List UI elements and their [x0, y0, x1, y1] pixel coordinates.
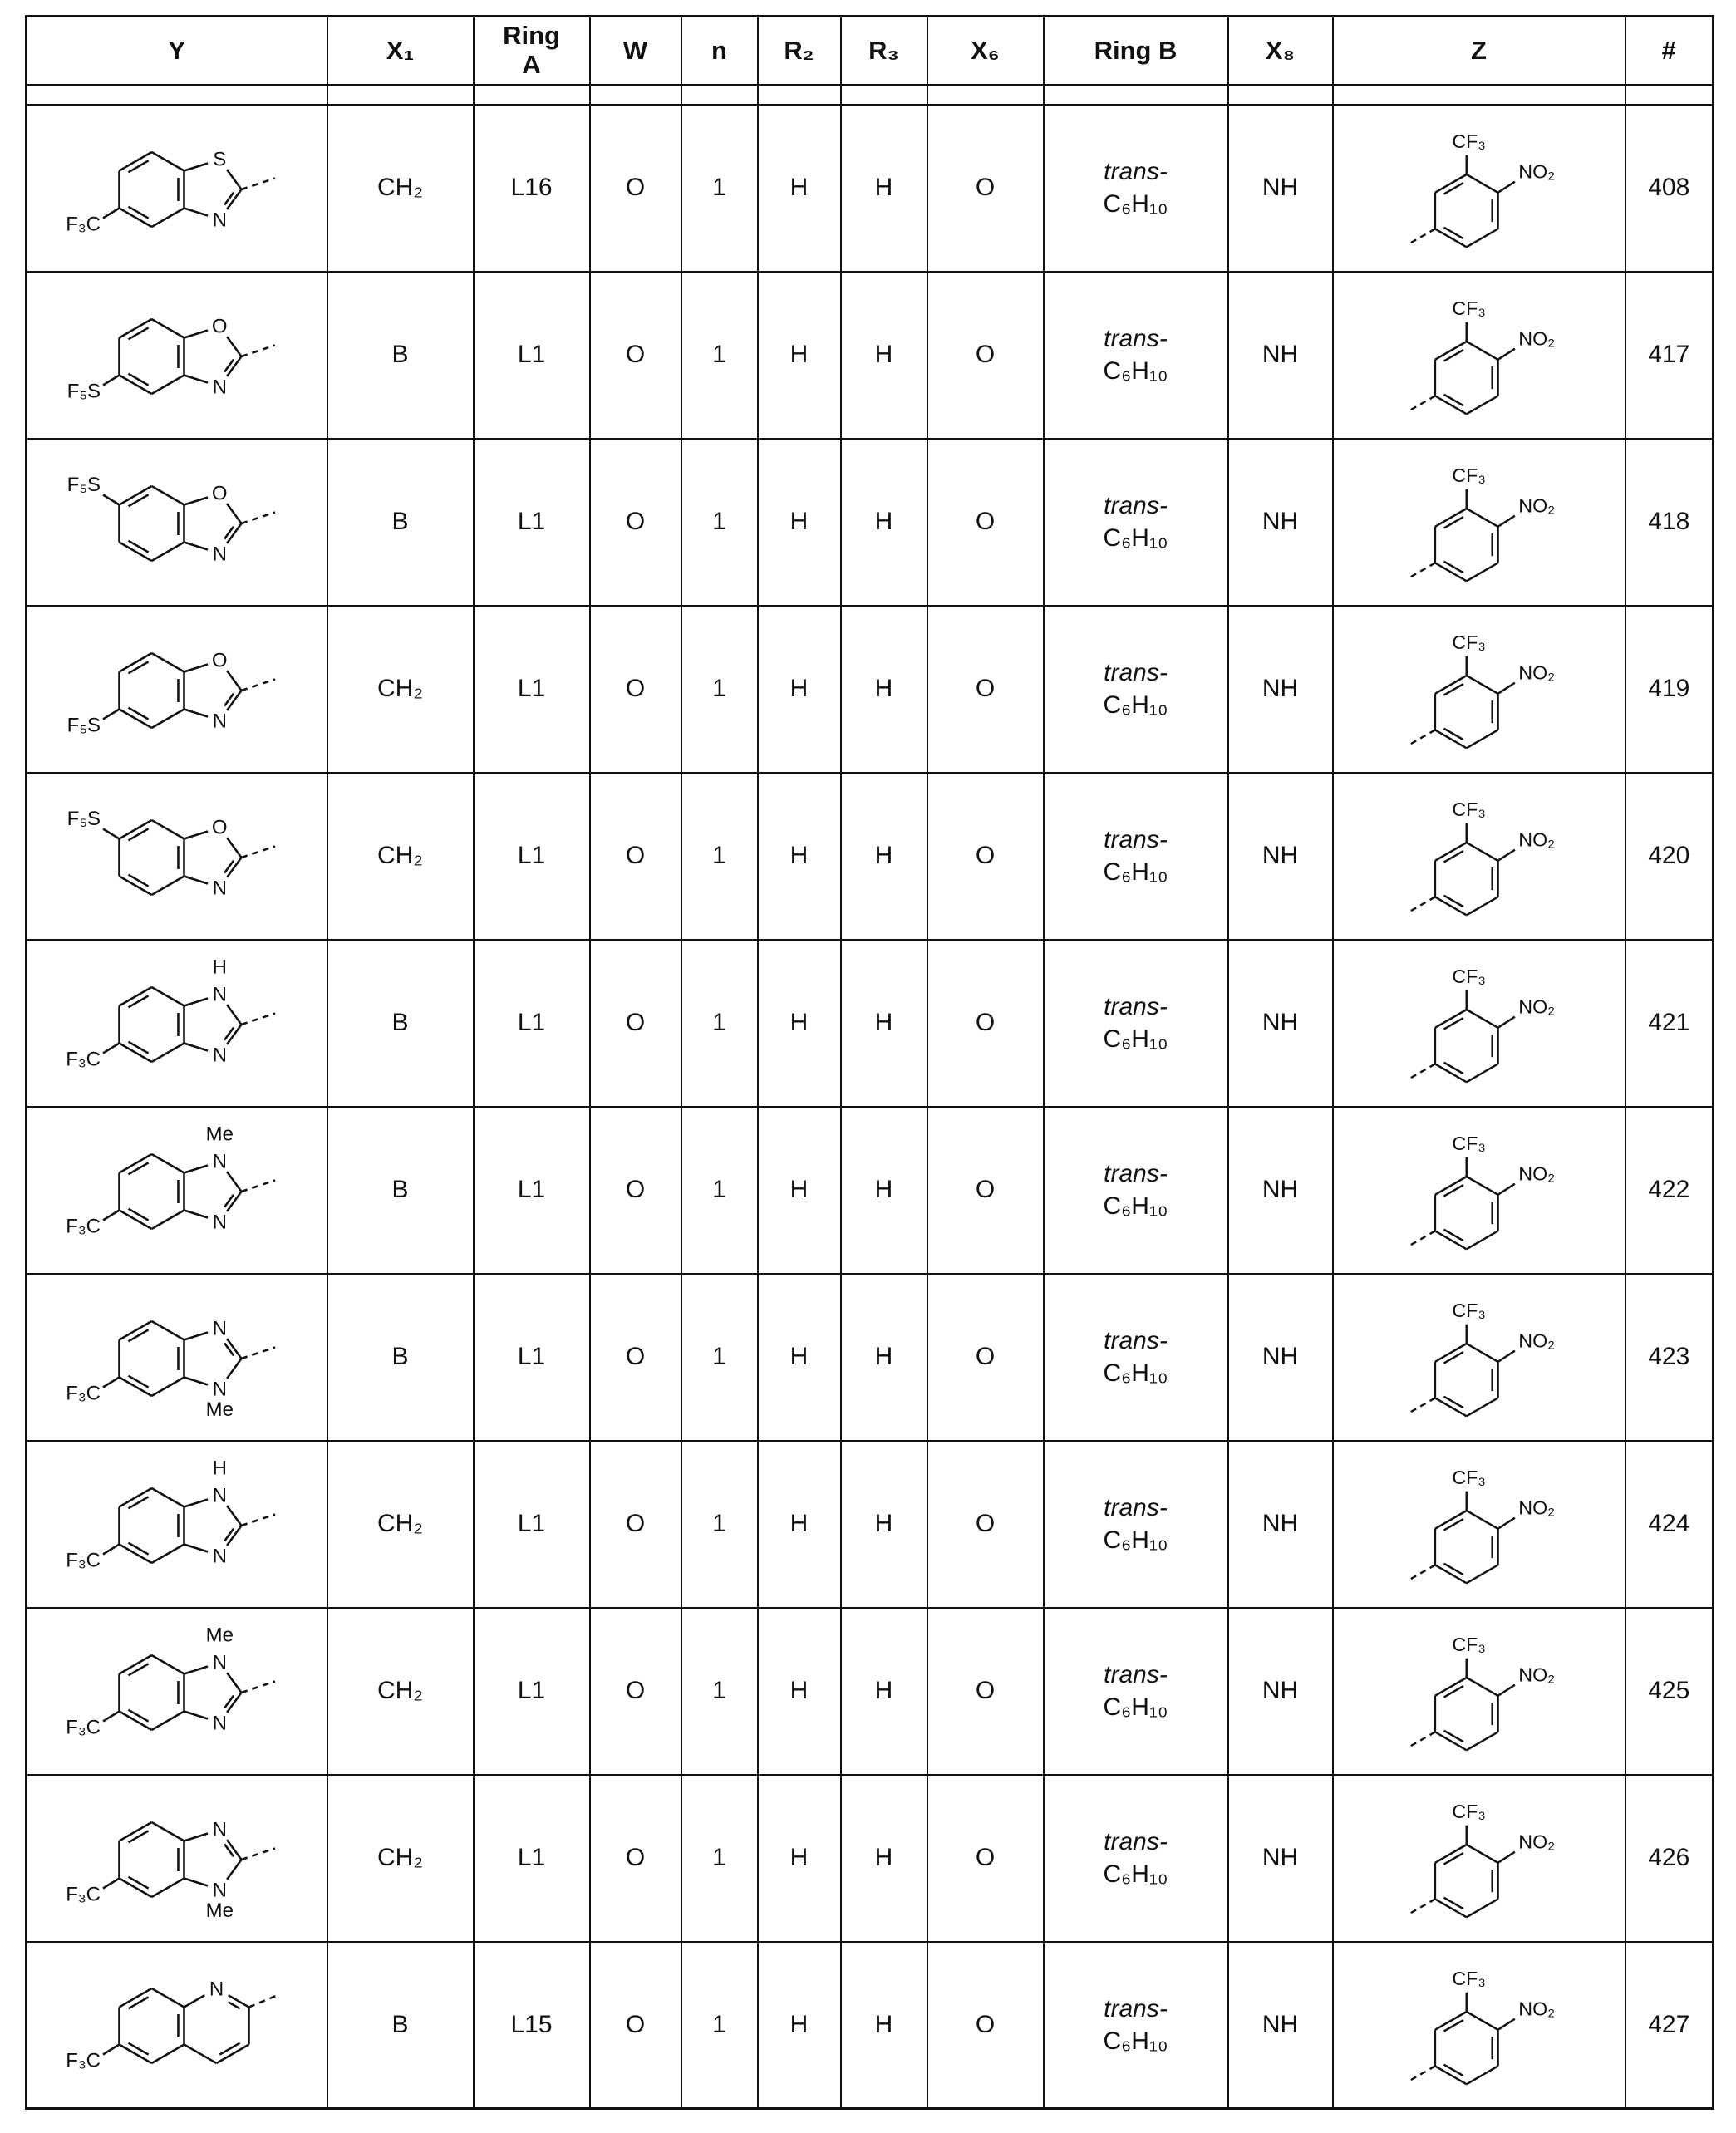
x8-cell: NH — [1228, 940, 1333, 1107]
compound-number-cell: 426 — [1625, 1775, 1714, 1942]
z-cell — [1333, 272, 1625, 439]
z-structure — [1334, 1108, 1625, 1273]
n-cell: 1 — [681, 1441, 758, 1608]
svg-text:CF₃: CF₃ — [1451, 464, 1486, 486]
ring-b-cell — [1044, 1942, 1228, 2109]
ring-b-prefix: trans- — [1104, 158, 1168, 185]
z-cell — [1333, 606, 1625, 773]
z-structure — [1334, 941, 1625, 1106]
spacer-cell — [1333, 85, 1625, 105]
svg-text:O: O — [212, 315, 228, 337]
compound-number-cell: 420 — [1625, 773, 1714, 940]
r3-cell: H — [841, 105, 927, 272]
x8-cell: NH — [1228, 1441, 1333, 1608]
ring-a-cell: L1 — [474, 272, 590, 439]
ring-b-formula: C₆H₁₀ — [1103, 858, 1168, 886]
ring-a-cell: L1 — [474, 940, 590, 1107]
ring-b-cell — [1044, 1274, 1228, 1441]
r3-cell: H — [841, 773, 927, 940]
y-cell — [27, 1942, 327, 2109]
svg-text:F₃C: F₃C — [66, 1549, 101, 1571]
z-cell — [1333, 1942, 1625, 2109]
z-structure — [1334, 607, 1625, 772]
x6-cell: O — [927, 773, 1044, 940]
z-structure — [1334, 1275, 1625, 1440]
x8-cell: NH — [1228, 105, 1333, 272]
svg-text:Me: Me — [205, 1398, 234, 1421]
svg-text:NO₂: NO₂ — [1517, 327, 1555, 350]
x1-cell: B — [327, 272, 474, 439]
svg-text:CF₃: CF₃ — [1451, 1300, 1486, 1321]
n-cell: 1 — [681, 773, 758, 940]
ring-b-prefix: trans- — [1104, 325, 1168, 352]
r3-cell: H — [841, 1942, 927, 2109]
r2-cell: H — [758, 606, 841, 773]
svg-text:NO₂: NO₂ — [1517, 1664, 1555, 1686]
y-cell — [27, 1608, 327, 1775]
ring-a-cell: L16 — [474, 105, 590, 272]
svg-text:CF₃: CF₃ — [1451, 1133, 1486, 1154]
compound-number-cell: 423 — [1625, 1274, 1714, 1441]
y-structure — [27, 106, 327, 271]
x8-cell: NH — [1228, 1608, 1333, 1775]
z-structure — [1334, 106, 1625, 271]
svg-text:Me: Me — [205, 1899, 234, 1922]
table-row — [27, 1608, 1714, 1775]
compound-number-cell: 419 — [1625, 606, 1714, 773]
w-cell: O — [590, 1441, 681, 1608]
table-row — [27, 940, 1714, 1107]
col-header-num: # — [1625, 17, 1714, 85]
spacer-cell — [27, 85, 327, 105]
y-structure — [27, 1776, 327, 1941]
z-structure — [1334, 440, 1625, 605]
svg-text:CF₃: CF₃ — [1451, 1634, 1486, 1655]
y-structure — [27, 1275, 327, 1440]
x6-cell: O — [927, 1608, 1044, 1775]
y-cell — [27, 272, 327, 439]
svg-text:NO₂: NO₂ — [1517, 494, 1555, 517]
compound-number-cell: 422 — [1625, 1107, 1714, 1274]
svg-text:O: O — [212, 482, 228, 504]
compound-number-cell: 425 — [1625, 1608, 1714, 1775]
w-cell: O — [590, 272, 681, 439]
y-structure — [27, 273, 327, 438]
svg-text:NO₂: NO₂ — [1517, 1329, 1555, 1352]
z-cell — [1333, 1608, 1625, 1775]
svg-text:F₅S: F₅S — [66, 807, 101, 830]
ring-b-prefix: trans- — [1104, 1661, 1168, 1688]
x1-cell: B — [327, 1107, 474, 1274]
x1-cell: CH₂ — [327, 105, 474, 272]
ring-b-cell — [1044, 940, 1228, 1107]
ring-b-formula: C₆H₁₀ — [1103, 190, 1168, 218]
spacer-cell — [927, 85, 1044, 105]
y-cell — [27, 940, 327, 1107]
n-cell: 1 — [681, 1775, 758, 1942]
col-header-ring-a-label: Ring A — [503, 20, 560, 79]
ring-b-prefix: trans- — [1104, 492, 1168, 519]
x1-cell: CH₂ — [327, 1775, 474, 1942]
ring-b-formula: C₆H₁₀ — [1103, 1192, 1168, 1220]
r2-cell: H — [758, 773, 841, 940]
z-structure — [1334, 774, 1625, 939]
compound-number-cell: 418 — [1625, 439, 1714, 606]
w-cell: O — [590, 1942, 681, 2109]
svg-text:N: N — [212, 542, 228, 565]
w-cell: O — [590, 439, 681, 606]
svg-text:N: N — [212, 1377, 228, 1400]
x8-cell: NH — [1228, 1274, 1333, 1441]
r3-cell: H — [841, 1107, 927, 1274]
svg-text:N: N — [212, 876, 228, 899]
col-header-r3: R₃ — [841, 17, 927, 85]
x6-cell: O — [927, 606, 1044, 773]
table-row — [27, 773, 1714, 940]
y-cell — [27, 1441, 327, 1608]
svg-text:CF₃: CF₃ — [1451, 799, 1486, 820]
ring-a-cell: L1 — [474, 1274, 590, 1441]
y-cell — [27, 606, 327, 773]
ring-a-cell: L1 — [474, 1608, 590, 1775]
spacer-row — [27, 85, 1714, 105]
z-structure — [1334, 1943, 1625, 2108]
svg-text:N: N — [212, 1484, 228, 1506]
svg-text:F₅S: F₅S — [66, 473, 101, 496]
r2-cell: H — [758, 1942, 841, 2109]
svg-text:Me: Me — [205, 1624, 234, 1646]
svg-text:F₃C: F₃C — [66, 213, 101, 235]
ring-b-prefix: trans- — [1104, 1327, 1168, 1354]
z-structure — [1334, 273, 1625, 438]
ring-a-cell: L1 — [474, 1775, 590, 1942]
svg-text:F₃C: F₃C — [66, 1215, 101, 1237]
r3-cell: H — [841, 606, 927, 773]
spacer-cell — [681, 85, 758, 105]
svg-text:F₅S: F₅S — [66, 380, 101, 402]
r3-cell: H — [841, 940, 927, 1107]
ring-b-cell — [1044, 1107, 1228, 1274]
ring-b-cell — [1044, 1441, 1228, 1608]
r3-cell: H — [841, 1274, 927, 1441]
y-cell — [27, 105, 327, 272]
svg-text:Me: Me — [205, 1123, 234, 1145]
x6-cell: O — [927, 1942, 1044, 2109]
compound-number-cell: 421 — [1625, 940, 1714, 1107]
x8-cell: NH — [1228, 272, 1333, 439]
n-cell: 1 — [681, 272, 758, 439]
svg-text:NO₂: NO₂ — [1517, 661, 1555, 684]
ring-b-prefix: trans- — [1104, 1994, 1168, 2022]
ring-b-prefix: trans- — [1104, 1828, 1168, 1855]
table-row — [27, 272, 1714, 439]
x6-cell: O — [927, 439, 1044, 606]
x6-cell: O — [927, 1107, 1044, 1274]
ring-b-cell — [1044, 1608, 1228, 1775]
x1-cell: CH₂ — [327, 773, 474, 940]
ring-b-prefix: trans- — [1104, 1494, 1168, 1521]
ring-b-cell — [1044, 439, 1228, 606]
r3-cell: H — [841, 1441, 927, 1608]
col-header-w: W — [590, 17, 681, 85]
w-cell: O — [590, 1775, 681, 1942]
svg-text:F₃C: F₃C — [66, 1883, 101, 1905]
table-row — [27, 606, 1714, 773]
z-cell — [1333, 773, 1625, 940]
col-header-ring-b: Ring B — [1044, 17, 1228, 85]
w-cell: O — [590, 1274, 681, 1441]
ring-b-formula: C₆H₁₀ — [1103, 524, 1168, 552]
z-cell — [1333, 1107, 1625, 1274]
r2-cell: H — [758, 1608, 841, 1775]
table-row — [27, 1274, 1714, 1441]
r2-cell: H — [758, 105, 841, 272]
spacer-cell — [1625, 85, 1714, 105]
svg-text:N: N — [212, 983, 228, 1005]
svg-text:N: N — [212, 709, 228, 732]
x1-cell: B — [327, 940, 474, 1107]
y-structure — [27, 1108, 327, 1273]
ring-b-prefix: trans- — [1104, 1160, 1168, 1187]
ring-b-prefix: trans- — [1104, 659, 1168, 686]
ring-b-formula: C₆H₁₀ — [1103, 1693, 1168, 1721]
col-header-x8: X₈ — [1228, 17, 1333, 85]
svg-text:F₃C: F₃C — [66, 1382, 101, 1404]
ring-b-formula: C₆H₁₀ — [1103, 1526, 1168, 1554]
compound-number-cell: 417 — [1625, 272, 1714, 439]
y-structure — [27, 1609, 327, 1774]
w-cell: O — [590, 773, 681, 940]
svg-text:NO₂: NO₂ — [1517, 1831, 1555, 1853]
svg-text:N: N — [212, 208, 228, 231]
ring-b-cell — [1044, 272, 1228, 439]
n-cell: 1 — [681, 105, 758, 272]
table-body — [27, 105, 1714, 2109]
z-cell — [1333, 1775, 1625, 1942]
n-cell: 1 — [681, 1608, 758, 1775]
table-row — [27, 1107, 1714, 1274]
svg-text:N: N — [212, 1878, 228, 1901]
col-header-r2: R₂ — [758, 17, 841, 85]
header-row — [27, 17, 1714, 85]
svg-text:N: N — [212, 1317, 228, 1339]
spacer-cell — [841, 85, 927, 105]
ring-b-cell — [1044, 105, 1228, 272]
svg-text:N: N — [212, 1210, 228, 1233]
z-cell — [1333, 1441, 1625, 1608]
svg-text:N: N — [212, 1651, 228, 1673]
compound-number-cell: 408 — [1625, 105, 1714, 272]
ring-a-cell: L1 — [474, 1441, 590, 1608]
x1-cell: CH₂ — [327, 1441, 474, 1608]
spacer-cell — [474, 85, 590, 105]
x6-cell: O — [927, 1775, 1044, 1942]
z-structure — [1334, 1442, 1625, 1607]
x1-cell: CH₂ — [327, 606, 474, 773]
svg-text:NO₂: NO₂ — [1517, 1162, 1555, 1185]
x1-cell: B — [327, 1274, 474, 1441]
w-cell: O — [590, 940, 681, 1107]
x6-cell: O — [927, 105, 1044, 272]
spacer-cell — [758, 85, 841, 105]
r3-cell: H — [841, 1608, 927, 1775]
z-cell — [1333, 940, 1625, 1107]
svg-text:CF₃: CF₃ — [1451, 1967, 1486, 1989]
r2-cell: H — [758, 1441, 841, 1608]
y-cell — [27, 1775, 327, 1942]
z-cell — [1333, 1274, 1625, 1441]
z-cell — [1333, 439, 1625, 606]
r2-cell: H — [758, 1107, 841, 1274]
y-cell — [27, 1107, 327, 1274]
r2-cell: H — [758, 1274, 841, 1441]
compound-number-cell: 424 — [1625, 1441, 1714, 1608]
z-structure — [1334, 1776, 1625, 1941]
x6-cell: O — [927, 272, 1044, 439]
ring-b-formula: C₆H₁₀ — [1103, 1860, 1168, 1888]
table-row — [27, 105, 1714, 272]
svg-text:CF₃: CF₃ — [1451, 1467, 1486, 1488]
spacer-cell — [1228, 85, 1333, 105]
ring-a-cell: L1 — [474, 606, 590, 773]
r2-cell: H — [758, 940, 841, 1107]
x8-cell: NH — [1228, 1775, 1333, 1942]
n-cell: 1 — [681, 1942, 758, 2109]
y-structure — [27, 941, 327, 1106]
x1-cell: CH₂ — [327, 1608, 474, 1775]
svg-text:F₃C: F₃C — [66, 1048, 101, 1070]
r2-cell: H — [758, 1775, 841, 1942]
spacer-cell — [327, 85, 474, 105]
svg-text:NO₂: NO₂ — [1517, 160, 1555, 183]
x6-cell: O — [927, 1274, 1044, 1441]
table-row — [27, 1441, 1714, 1608]
x8-cell: NH — [1228, 1942, 1333, 2109]
x8-cell: NH — [1228, 606, 1333, 773]
ring-b-prefix: trans- — [1104, 993, 1168, 1020]
ring-b-formula: C₆H₁₀ — [1103, 357, 1168, 385]
x8-cell: NH — [1228, 439, 1333, 606]
r3-cell: H — [841, 439, 927, 606]
w-cell: O — [590, 105, 681, 272]
svg-text:CF₃: CF₃ — [1451, 130, 1486, 152]
col-header-z: Z — [1333, 17, 1625, 85]
ring-b-cell — [1044, 606, 1228, 773]
ring-b-cell — [1044, 1775, 1228, 1942]
svg-text:N: N — [212, 1711, 228, 1734]
svg-text:F₃C: F₃C — [66, 2049, 101, 2072]
r2-cell: H — [758, 272, 841, 439]
svg-text:N: N — [212, 375, 228, 398]
y-cell — [27, 773, 327, 940]
svg-text:F₃C: F₃C — [66, 1716, 101, 1738]
table-row — [27, 1942, 1714, 2109]
z-cell — [1333, 105, 1625, 272]
compound-number-cell: 427 — [1625, 1942, 1714, 2109]
x1-cell: B — [327, 439, 474, 606]
ring-b-formula: C₆H₁₀ — [1103, 2027, 1168, 2055]
r2-cell: H — [758, 439, 841, 606]
svg-text:N: N — [209, 1978, 224, 2001]
w-cell: O — [590, 606, 681, 773]
svg-text:CF₃: CF₃ — [1451, 1801, 1486, 1822]
svg-text:S: S — [213, 148, 227, 170]
w-cell: O — [590, 1107, 681, 1274]
ring-b-formula: C₆H₁₀ — [1103, 1359, 1168, 1387]
svg-text:O: O — [212, 816, 228, 838]
svg-text:N: N — [212, 1818, 228, 1841]
y-structure — [27, 607, 327, 772]
svg-text:NO₂: NO₂ — [1517, 995, 1555, 1018]
ring-a-cell: L15 — [474, 1942, 590, 2109]
ring-a-cell: L1 — [474, 439, 590, 606]
svg-text:N: N — [212, 1544, 228, 1567]
svg-text:CF₃: CF₃ — [1451, 966, 1486, 987]
x8-cell: NH — [1228, 1107, 1333, 1274]
svg-text:NO₂: NO₂ — [1517, 828, 1555, 851]
y-cell — [27, 1274, 327, 1441]
svg-text:H: H — [212, 956, 228, 978]
svg-text:F₅S: F₅S — [66, 714, 101, 736]
n-cell: 1 — [681, 606, 758, 773]
ring-b-cell — [1044, 773, 1228, 940]
y-cell — [27, 439, 327, 606]
n-cell: 1 — [681, 1107, 758, 1274]
table-row — [27, 1775, 1714, 1942]
n-cell: 1 — [681, 439, 758, 606]
ring-b-prefix: trans- — [1104, 826, 1168, 853]
svg-text:CF₃: CF₃ — [1451, 632, 1486, 653]
y-structure — [27, 774, 327, 939]
svg-text:N: N — [212, 1150, 228, 1172]
svg-text:NO₂: NO₂ — [1517, 1497, 1555, 1519]
compound-table — [25, 15, 1714, 2110]
ring-b-formula: C₆H₁₀ — [1103, 691, 1168, 719]
r3-cell: H — [841, 272, 927, 439]
col-header-ring-a — [474, 17, 590, 85]
n-cell: 1 — [681, 940, 758, 1107]
svg-text:O: O — [212, 649, 228, 671]
x1-cell: B — [327, 1942, 474, 2109]
svg-text:H: H — [212, 1457, 228, 1479]
svg-text:CF₃: CF₃ — [1451, 297, 1486, 319]
spacer-cell — [1044, 85, 1228, 105]
y-structure — [27, 1442, 327, 1607]
w-cell: O — [590, 1608, 681, 1775]
svg-text:N: N — [212, 1043, 228, 1066]
y-structure — [27, 440, 327, 605]
col-header-x1: X₁ — [327, 17, 474, 85]
z-structure — [1334, 1609, 1625, 1774]
col-header-n: n — [681, 17, 758, 85]
ring-a-cell: L1 — [474, 773, 590, 940]
x6-cell: O — [927, 940, 1044, 1107]
col-header-x6: X₆ — [927, 17, 1044, 85]
table-row — [27, 439, 1714, 606]
y-structure — [27, 1943, 327, 2108]
x8-cell: NH — [1228, 773, 1333, 940]
col-header-y: Y — [27, 17, 327, 85]
ring-b-formula: C₆H₁₀ — [1103, 1025, 1168, 1053]
spacer-cell — [590, 85, 681, 105]
x6-cell: O — [927, 1441, 1044, 1608]
r3-cell: H — [841, 1775, 927, 1942]
ring-a-cell: L1 — [474, 1107, 590, 1274]
svg-text:NO₂: NO₂ — [1517, 1998, 1555, 2020]
n-cell: 1 — [681, 1274, 758, 1441]
